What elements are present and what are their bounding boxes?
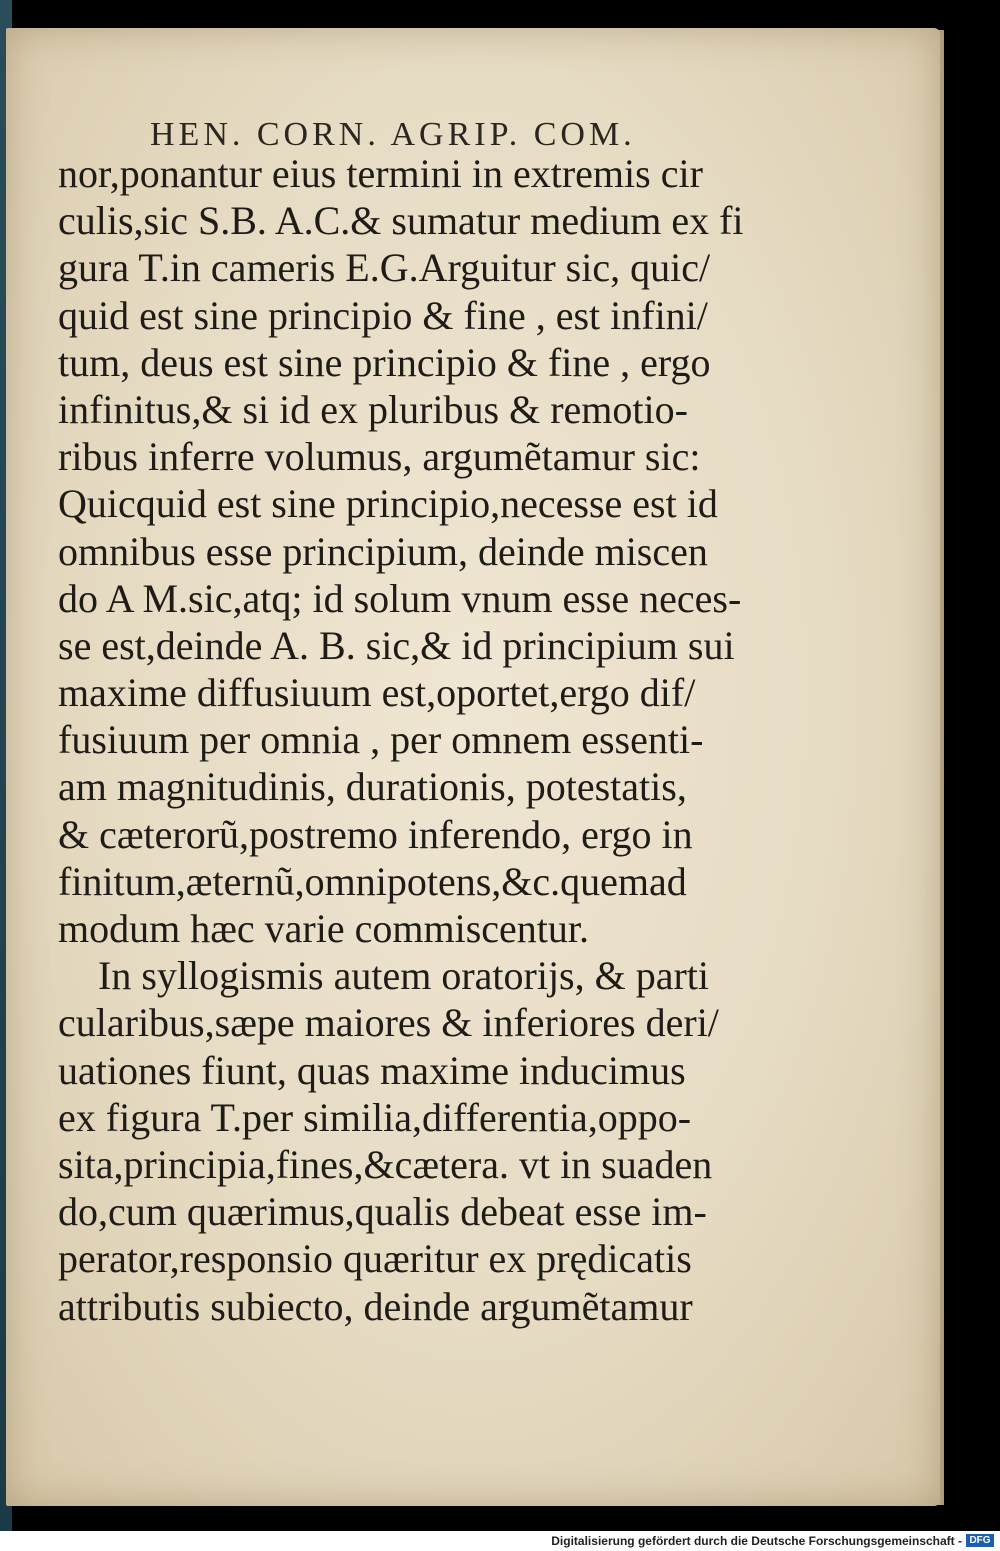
text-line: perator,responsio quæritur ex prędicatis <box>58 1236 692 1282</box>
text-line: se est,deinde A. B. sic,& id principium sui <box>58 622 735 668</box>
funding-credit: Digitalisierung gefördert durch die Deutsche Forschungsgemeinschaft - <box>551 1534 962 1548</box>
text-line: ribus inferre volumus, argumẽtamur sic: <box>58 434 701 480</box>
paragraph-start-line: In syllogismis autem oratorijs, & parti <box>98 953 710 999</box>
text-line: cularibus,sæpe maiores & inferiores deri/ <box>58 1000 719 1046</box>
text-line: nor,ponantur eius termini in extremis cir <box>58 151 703 196</box>
text-line: finitum,æternũ,omnipotens,&c.quemad <box>58 858 687 904</box>
text-line: omnibus esse principium, deinde miscen <box>58 528 708 574</box>
text-line: culis,sic S.B. A.C.& sumatur medium ex fi <box>58 198 744 244</box>
text-line: & cæterorũ,postremo inferendo, ergo in <box>58 811 693 857</box>
text-block <box>58 150 778 1330</box>
text-line: do,cum quærimus,qualis debeat esse im- <box>58 1189 707 1235</box>
text-line: tum, deus est sine principio & fine , ergo <box>58 339 711 385</box>
running-head: HEN. CORN. AGRIP. COM. <box>150 116 636 153</box>
dfg-logo-icon: DFG <box>966 1534 994 1547</box>
footer-bar <box>0 1531 1000 1551</box>
text-line: attributis subiecto, deinde argumẽtamur <box>58 1283 693 1329</box>
text-line: am magnitudinis, durationis, potestatis, <box>58 764 687 810</box>
text-line: uationes fiunt, quas maxime inducimus <box>58 1047 686 1093</box>
text-line: Quicquid est sine principio,necesse est id <box>58 481 718 527</box>
text-line: ex figura T.per similia,differentia,oppo- <box>58 1094 692 1140</box>
text-line: infinitus,& si id ex pluribus & remotio- <box>58 386 688 432</box>
text-line: maxime diffusiuum est,oportet,ergo dif/ <box>58 670 696 716</box>
text-line: gura T.in cameris E.G.Arguitur sic, quic/ <box>58 245 711 291</box>
text-line: modum hæc varie commiscentur. <box>58 906 589 951</box>
text-line: do A M.sic,atq; id solum vnum esse neces- <box>58 575 742 621</box>
text-line: fusiuum per omnia , per omnem essenti- <box>58 717 704 763</box>
text-line: sita,principia,fines,&cætera. vt in suaden <box>58 1141 713 1187</box>
text-line: quid est sine principio & fine , est infini/ <box>58 292 708 338</box>
